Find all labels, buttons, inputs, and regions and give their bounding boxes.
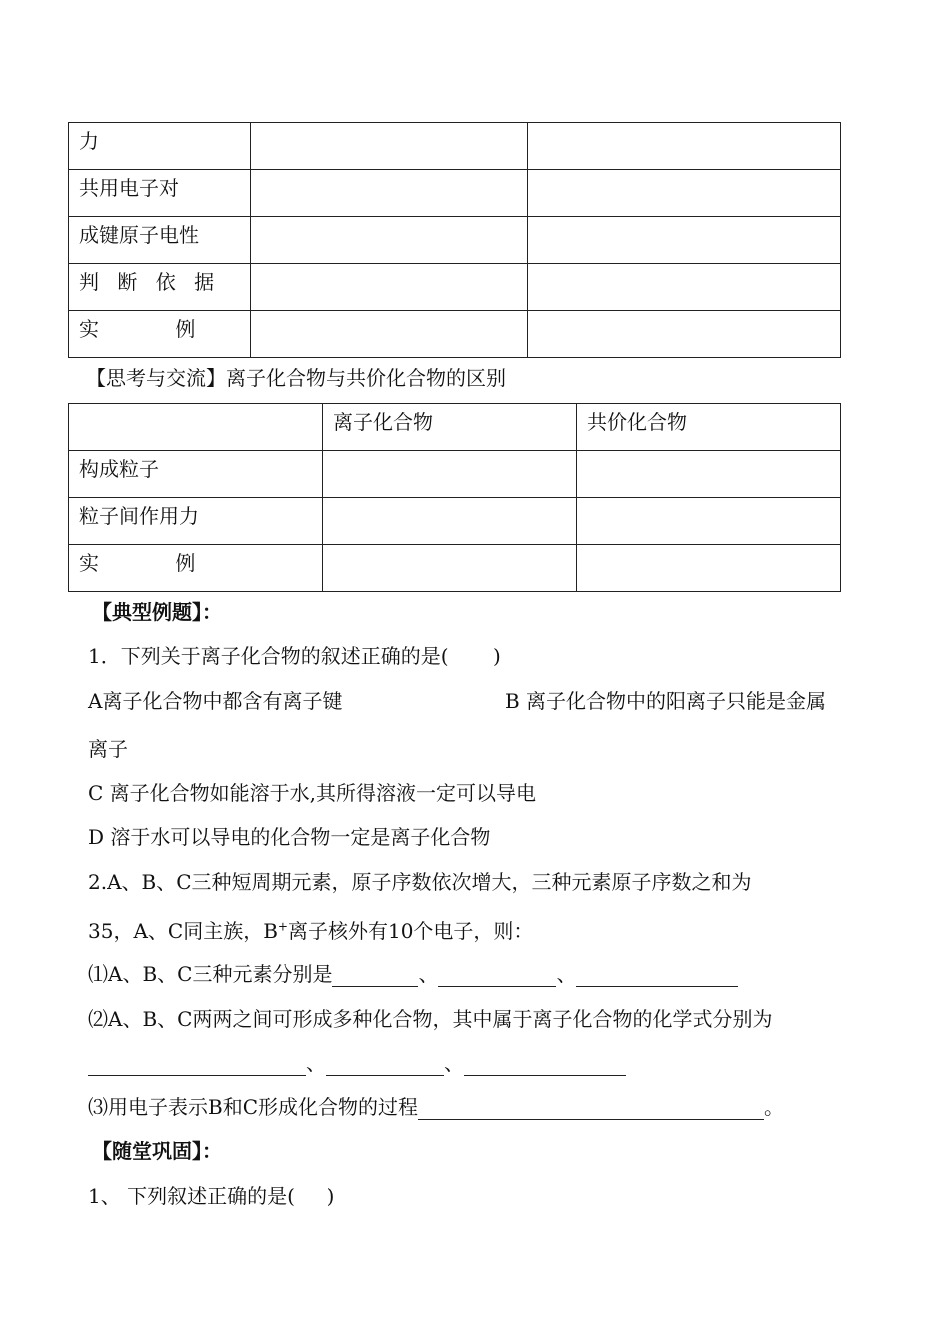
table-row [69, 264, 841, 311]
q1-option-b: B 离子化合物中的阳离子只能是金属 [505, 689, 827, 713]
q1-option-b-cont: 离子 [88, 737, 128, 761]
answer-blank[interactable] [464, 1053, 626, 1076]
q2-part-3: ⑶用电子表示B和C形成化合物的过程 。 [88, 1095, 784, 1119]
column-header: 共价化合物 [577, 404, 841, 451]
table-row [69, 311, 841, 358]
table-row [69, 498, 841, 545]
compound-comparison-table [68, 403, 841, 592]
q2-stem-2: 35，A、C同主族，B+离子核外有10个电子，则： [88, 919, 534, 943]
section-think: 【思考与交流】离子化合物与共价化合物的区别 [86, 366, 506, 390]
practice-title: 【随堂巩固】： [92, 1139, 222, 1163]
table-row [69, 123, 841, 170]
answer-blank[interactable] [438, 964, 556, 987]
q1-option-a: A离子化合物中都含有离子键 [88, 689, 343, 713]
bond-comparison-table [68, 122, 841, 358]
q2-stem-1: 2.A、B、C三种短周期元素，原子序数依次增大，三种元素原子序数之和为 [88, 870, 752, 894]
q2-part-1: ⑴A、B、C三种元素分别是 、 、 [88, 958, 738, 987]
examples-title: 【典型例题】： [92, 600, 222, 624]
q1-stem: 1．下列关于离子化合物的叙述正确的是( ) [88, 644, 501, 668]
row-label: 构成粒子 [69, 451, 323, 498]
row-label: 实 例 [69, 545, 323, 592]
q1-option-c: C 离子化合物如能溶于水,其所得溶液一定可以导电 [88, 781, 537, 805]
table-row [69, 217, 841, 264]
row-label: 判 断 依 据 [69, 264, 251, 311]
row-label: 力 [69, 123, 251, 170]
answer-blank[interactable] [418, 1097, 764, 1120]
column-header: 离子化合物 [323, 404, 577, 451]
table-row [69, 170, 841, 217]
row-label: 成键原子电性 [69, 217, 251, 264]
table-row [69, 545, 841, 592]
practice-q1: 1、 下列叙述正确的是( ) [88, 1184, 335, 1208]
row-label: 实 例 [69, 311, 251, 358]
answer-blank[interactable] [326, 1053, 444, 1076]
q1-option-d: D 溶于水可以导电的化合物一定是离子化合物 [88, 825, 491, 849]
answer-blank[interactable] [88, 1053, 306, 1076]
row-label: 粒子间作用力 [69, 498, 323, 545]
answer-blank[interactable] [576, 964, 738, 987]
answer-blank[interactable] [332, 964, 418, 987]
q2-part-2-answers: 、 、 [88, 1047, 626, 1076]
table-header-row [69, 404, 841, 451]
row-label: 共用电子对 [69, 170, 251, 217]
column-header [69, 404, 323, 451]
q2-part-2: ⑵A、B、C两两之间可形成多种化合物，其中属于离子化合物的化学式分别为 [88, 1007, 773, 1031]
table-row [69, 451, 841, 498]
